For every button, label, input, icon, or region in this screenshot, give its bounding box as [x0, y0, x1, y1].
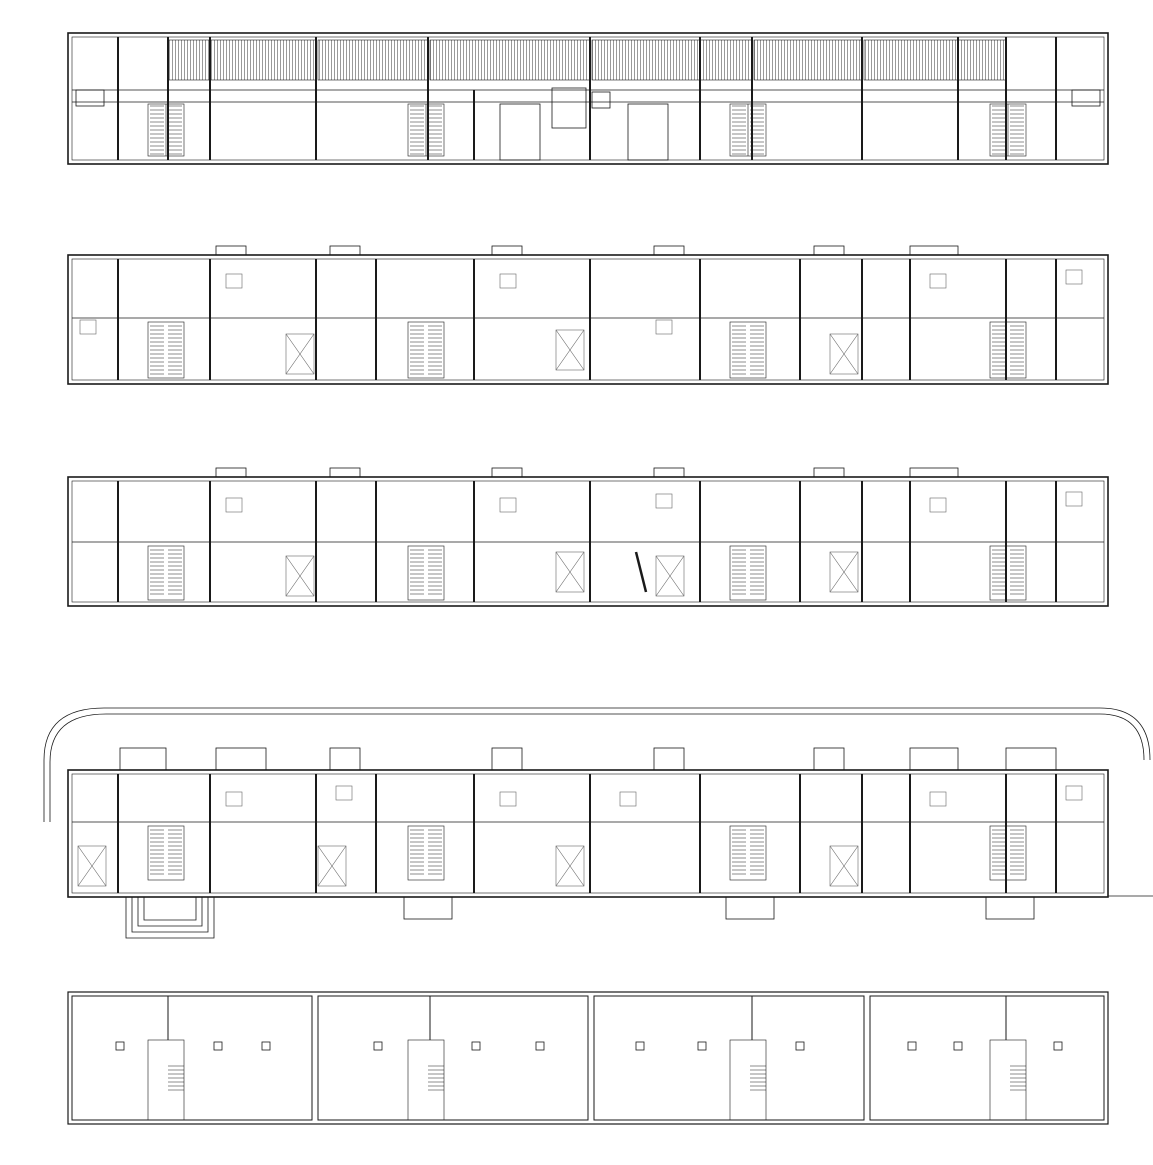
stair-treads — [150, 830, 1024, 874]
stair-treads — [150, 550, 1024, 594]
plan-typical-floor-b — [68, 468, 1108, 606]
furniture — [226, 492, 1082, 596]
plan-upper-floor-gallery — [68, 33, 1108, 164]
stair-cores — [148, 546, 1026, 600]
balconies — [120, 748, 1056, 770]
columns — [116, 1042, 1062, 1050]
furniture — [78, 786, 1082, 886]
stair-cores — [148, 104, 1026, 156]
gallery-hatch — [168, 40, 1006, 80]
plan-outline — [68, 770, 1108, 897]
stair-treads — [150, 106, 1024, 154]
plan-ground-floor — [44, 708, 1153, 938]
entrance-steps — [126, 897, 1034, 938]
furniture — [80, 270, 1082, 374]
stair-cores — [148, 826, 1026, 880]
balconies — [216, 468, 958, 477]
bay-walls — [118, 259, 1056, 380]
stair-treads — [168, 1066, 1026, 1090]
basement-rooms — [72, 996, 1104, 1120]
plan-basement — [68, 992, 1108, 1124]
stair-cores — [148, 322, 1026, 378]
plan-outline — [68, 255, 1108, 384]
bay-walls — [118, 481, 1056, 602]
stair-cores — [148, 1040, 1026, 1120]
stair-treads — [150, 326, 1024, 374]
plan-outline — [68, 477, 1108, 606]
plan-typical-floor-a — [68, 246, 1108, 384]
bay-walls — [118, 774, 1056, 893]
balconies — [216, 246, 958, 255]
